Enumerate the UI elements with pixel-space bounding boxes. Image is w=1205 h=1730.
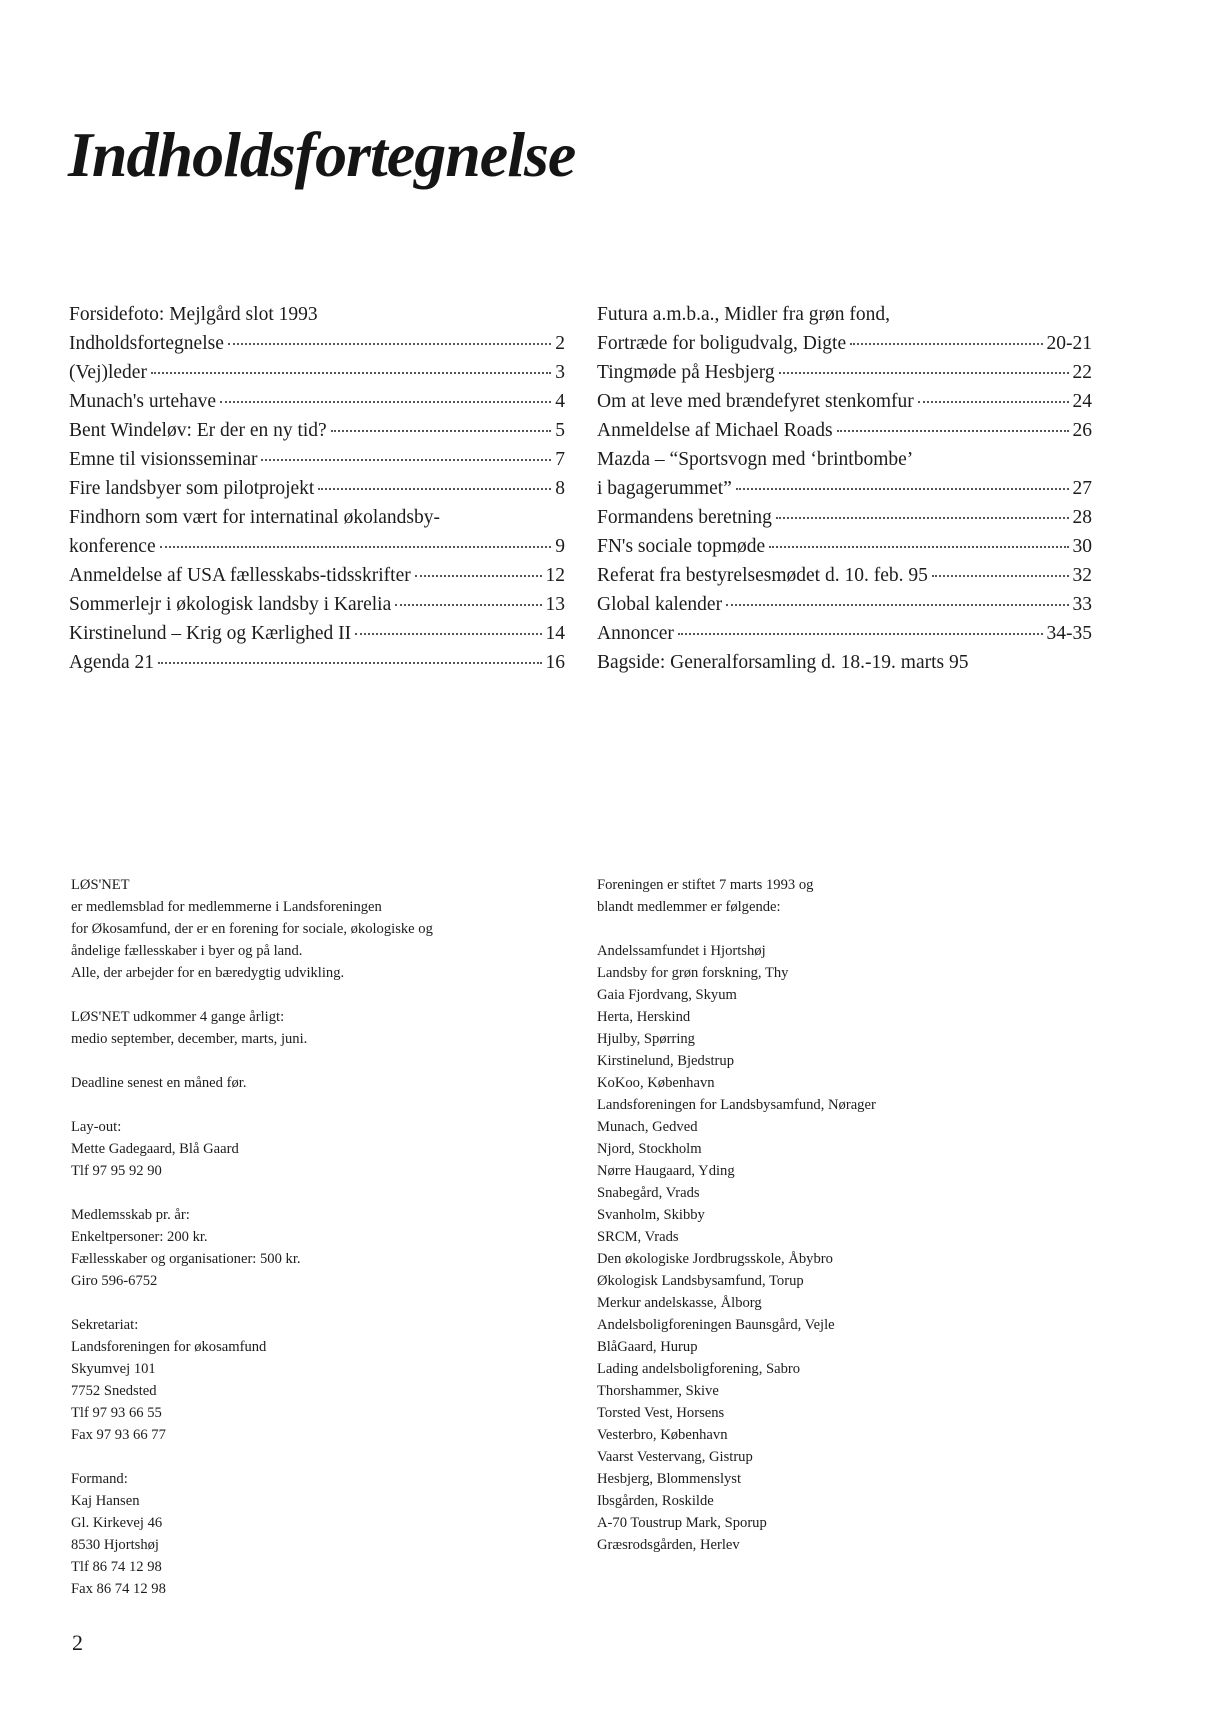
info-line: Gl. Kirkevej 46 — [71, 1515, 163, 1531]
toc-entry — [69, 561, 565, 590]
toc-left-column — [69, 300, 565, 677]
info-line: Tlf 97 93 66 55 — [71, 1405, 162, 1421]
toc-entry-title: Futura a.m.b.a., Midler fra grøn fond, — [597, 304, 890, 325]
members-intro — [597, 874, 1097, 918]
toc-entry-page: 16 — [545, 652, 565, 673]
toc-entry-title: Annoncer — [597, 623, 674, 644]
info-line: Mette Gadegaard, Blå Gaard — [71, 1141, 239, 1157]
toc-entry — [69, 648, 565, 677]
member-item: Økologisk Landsbysamfund, Torup — [597, 1273, 804, 1289]
toc-entry-page: 14 — [545, 623, 565, 644]
info-line: for Økosamfund, der er en forening for sociale, økologiske og — [71, 921, 433, 937]
toc-entry-page: 3 — [555, 362, 565, 383]
member-item: KoKoo, København — [597, 1075, 715, 1091]
toc-entry — [597, 590, 1092, 619]
toc-entry-title: Munach's urtehave — [69, 391, 217, 412]
dot-leader — [151, 372, 551, 374]
toc-entry — [597, 445, 1092, 474]
toc-entry-page: 22 — [1072, 362, 1092, 383]
toc-entry-title: konference — [69, 536, 156, 557]
info-line: Fællesskaber og organisationer: 500 kr. — [71, 1251, 301, 1267]
member-item: SRCM, Vrads — [597, 1229, 679, 1245]
member-item: Gaia Fjordvang, Skyum — [597, 987, 737, 1003]
dot-leader — [395, 604, 541, 606]
toc-entry-page: 9 — [555, 536, 565, 557]
toc-entry-title: Forsidefoto: Mejlgård slot 1993 — [69, 304, 318, 325]
info-line: 8530 Hjortshøj — [71, 1537, 159, 1553]
member-item: Ibsgården, Roskilde — [597, 1493, 714, 1509]
toc-entry-title: Formandens beretning — [597, 507, 772, 528]
dot-leader — [261, 459, 551, 461]
dot-leader — [158, 662, 541, 664]
toc-entry-page: 30 — [1072, 536, 1092, 557]
member-item: Merkur andelskasse, Ålborg — [597, 1295, 762, 1311]
toc-entry-page: 4 — [555, 391, 565, 412]
info-line: 7752 Snedsted — [71, 1383, 157, 1399]
dot-leader — [318, 488, 551, 490]
toc-entry-title: Anmeldelse af USA fællesskabs-tidsskrifter — [69, 565, 411, 586]
info-line: Sekretariat: — [71, 1317, 139, 1333]
info-line: Tlf 97 95 92 90 — [71, 1163, 162, 1179]
info-line: Lay-out: — [71, 1119, 122, 1135]
info-block — [71, 874, 571, 984]
toc-entry — [69, 532, 565, 561]
toc-entry — [597, 619, 1092, 648]
member-item: Andelssamfundet i Hjortshøj — [597, 943, 766, 959]
toc-entry-title: Global kalender — [597, 594, 723, 615]
toc-entry — [597, 387, 1092, 416]
dot-leader — [769, 546, 1068, 548]
toc-entry — [69, 329, 565, 358]
toc-entry-title: Referat fra bestyrelsesmødet d. 10. feb. 95 — [597, 565, 928, 586]
dot-leader — [678, 633, 1043, 635]
toc-entry-title: i bagagerummet” — [597, 478, 732, 499]
toc-entry-page: 26 — [1072, 420, 1092, 441]
toc-entry-page: 8 — [555, 478, 565, 499]
toc-entry-page: 33 — [1072, 594, 1092, 615]
info-line: LØS'NET — [71, 877, 130, 893]
toc-entry — [597, 358, 1092, 387]
member-item: Herta, Herskind — [597, 1009, 691, 1025]
toc-entry-title: Fortræde for boligudvalg, Digte — [597, 333, 847, 354]
info-line: er medlemsblad for medlemmerne i Landsforeningen — [71, 899, 382, 915]
toc-entry-title: Bent Windeløv: Er der en ny tid? — [69, 420, 327, 441]
member-item: Snabegård, Vrads — [597, 1185, 700, 1201]
dot-leader — [918, 401, 1069, 403]
toc-entry — [69, 619, 565, 648]
toc-entry-title: (Vej)leder — [69, 362, 147, 383]
page-title: Indholdsfortegnelse — [68, 119, 576, 190]
toc-entry — [597, 503, 1092, 532]
toc-entry-page: 13 — [545, 594, 565, 615]
info-line: Fax 86 74 12 98 — [71, 1581, 166, 1597]
toc-entry-title: Findhorn som vært for internatinal økolandsby- — [69, 507, 440, 528]
dot-leader — [331, 430, 552, 432]
info-line: Enkeltpersoner: 200 kr. — [71, 1229, 208, 1245]
member-item: Hesbjerg, Blommenslyst — [597, 1471, 742, 1487]
toc-entry-page: 20-21 — [1046, 333, 1092, 354]
info-block — [71, 1314, 571, 1446]
toc-entry-page: 12 — [545, 565, 565, 586]
toc-entry — [69, 503, 565, 532]
info-line: medio september, december, marts, juni. — [71, 1031, 308, 1047]
info-line: Kaj Hansen — [71, 1493, 140, 1509]
toc-right-column — [597, 300, 1092, 677]
info-line: åndelige fællesskaber i byer og på land. — [71, 943, 303, 959]
toc-entry-page: 32 — [1072, 565, 1092, 586]
toc-entry — [69, 387, 565, 416]
member-item: Vaarst Vestervang, Gistrup — [597, 1449, 753, 1465]
info-line: LØS'NET udkommer 4 gange årligt: — [71, 1009, 285, 1025]
info-line: Formand: — [71, 1471, 128, 1487]
dot-leader — [736, 488, 1069, 490]
toc-entry — [597, 561, 1092, 590]
info-line: Medlemsskab pr. år: — [71, 1207, 190, 1223]
toc-entry — [69, 416, 565, 445]
toc-entry-title: FN's sociale topmøde — [597, 536, 766, 557]
toc-entry-title: Tingmøde på Hesbjerg — [597, 362, 775, 383]
info-line: Fax 97 93 66 77 — [71, 1427, 166, 1443]
member-item: Torsted Vest, Horsens — [597, 1405, 725, 1421]
toc-entry-page: 27 — [1072, 478, 1092, 499]
dot-leader — [160, 546, 552, 548]
toc-entry-title: Kirstinelund – Krig og Kærlighed II — [69, 623, 352, 644]
info-block — [71, 1006, 571, 1050]
toc-entry — [597, 532, 1092, 561]
intro-line: Foreningen er stiftet 7 marts 1993 og — [597, 877, 814, 893]
toc-entry-title: Sommerlejr i økologisk landsby i Karelia — [69, 594, 392, 615]
members-list — [597, 940, 1097, 1556]
info-line: Landsforeningen for økosamfund — [71, 1339, 267, 1355]
publication-info — [71, 874, 571, 1622]
dot-leader — [779, 372, 1069, 374]
info-line: Giro 596-6752 — [71, 1273, 158, 1289]
info-block — [71, 1116, 571, 1182]
dot-leader — [837, 430, 1069, 432]
toc-entry-title: Anmeldelse af Michael Roads — [597, 420, 833, 441]
info-block — [71, 1204, 571, 1292]
dot-leader — [776, 517, 1069, 519]
member-item: Landsby for grøn forskning, Thy — [597, 965, 789, 981]
info-line: Deadline senest en måned før. — [71, 1075, 247, 1091]
member-item: Nørre Haugaard, Yding — [597, 1163, 735, 1179]
toc-entry-title: Emne til visionsseminar — [69, 449, 258, 470]
toc-entry-page: 7 — [555, 449, 565, 470]
info-line: Skyumvej 101 — [71, 1361, 156, 1377]
toc-entry — [597, 648, 1092, 677]
member-item: A-70 Toustrup Mark, Sporup — [597, 1515, 767, 1531]
member-item: Vesterbro, København — [597, 1427, 728, 1443]
member-item: Hjulby, Spørring — [597, 1031, 695, 1047]
toc-entry-title: Fire landsbyer som pilotprojekt — [69, 478, 315, 499]
info-line: Alle, der arbejder for en bæredygtig udvikling. — [71, 965, 345, 981]
toc-entry — [597, 300, 1092, 329]
member-item: BlåGaard, Hurup — [597, 1339, 698, 1355]
toc-entry-page: 24 — [1072, 391, 1092, 412]
member-item: Andelsboligforeningen Baunsgård, Vejle — [597, 1317, 835, 1333]
info-line: Tlf 86 74 12 98 — [71, 1559, 162, 1575]
member-item: Lading andelsboligforening, Sabro — [597, 1361, 801, 1377]
member-item: Græsrodsgården, Herlev — [597, 1537, 740, 1553]
page-number: 2 — [72, 1630, 83, 1655]
toc-entry-title: Om at leve med brændefyret stenkomfur — [597, 391, 914, 412]
dot-leader — [932, 575, 1069, 577]
toc-entry-title: Indholdsfortegnelse — [69, 333, 224, 354]
toc-entry-page: 2 — [555, 333, 565, 354]
member-item: Munach, Gedved — [597, 1119, 698, 1135]
toc-entry-page: 34-35 — [1046, 623, 1092, 644]
toc-entry — [69, 445, 565, 474]
toc-entry-title: Bagside: Generalforsamling d. 18.-19. marts 95 — [597, 652, 969, 673]
dot-leader — [220, 401, 551, 403]
info-block — [71, 1072, 571, 1094]
toc-entry-title: Agenda 21 — [69, 652, 155, 673]
info-block — [71, 1468, 571, 1600]
toc-entry — [597, 416, 1092, 445]
member-item: Thorshammer, Skive — [597, 1383, 719, 1399]
member-item: Kirstinelund, Bjedstrup — [597, 1053, 735, 1069]
members-info — [597, 874, 1097, 1556]
toc-entry — [69, 358, 565, 387]
member-item: Njord, Stockholm — [597, 1141, 702, 1157]
toc-entry — [69, 300, 565, 329]
dot-leader — [228, 343, 551, 345]
toc-entry-page: 28 — [1072, 507, 1092, 528]
toc-entry-page: 5 — [555, 420, 565, 441]
dot-leader — [355, 633, 541, 635]
member-item: Den økologiske Jordbrugsskole, Åbybro — [597, 1251, 833, 1267]
member-item: Svanholm, Skibby — [597, 1207, 705, 1223]
member-item: Landsforeningen for Landsbysamfund, Nørager — [597, 1097, 876, 1113]
toc-entry — [597, 474, 1092, 503]
toc-entry — [69, 474, 565, 503]
toc-entry — [597, 329, 1092, 358]
toc-entry — [69, 590, 565, 619]
toc-entry-title: Mazda – “Sportsvogn med ‘brintbombe’ — [597, 449, 914, 470]
intro-line: blandt medlemmer er følgende: — [597, 899, 781, 915]
dot-leader — [726, 604, 1068, 606]
dot-leader — [415, 575, 542, 577]
dot-leader — [850, 343, 1042, 345]
